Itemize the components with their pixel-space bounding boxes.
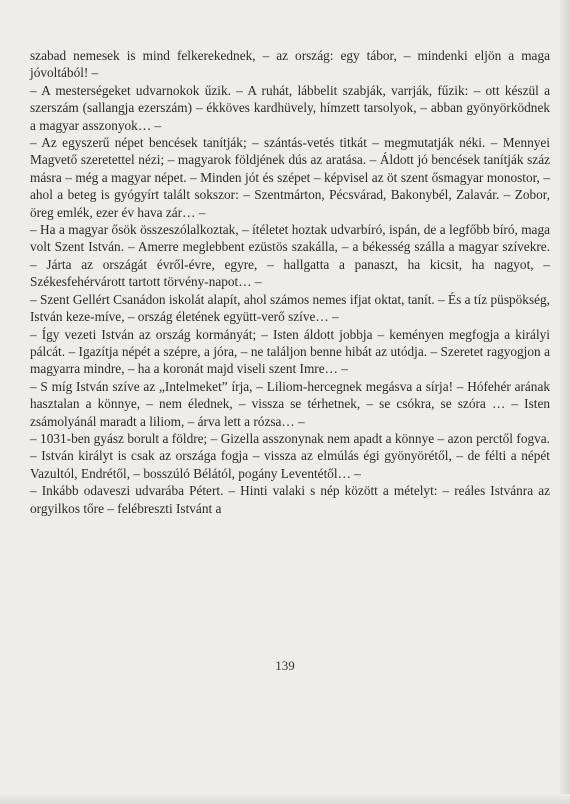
paragraph: – Ha a magyar ősök összeszólalkoztak, – ítéletet hoztak udvarbíró, ispán, de a legfőbb bíró, maga volt Szent István. – Amerre meglebbent ezüstös szakálla, – a békesség szálla a magyar szívekre. – Járta az országát évről-évre, egyre, – hallgatta a panaszt, ha kicsit, ha nagyot, – Székesfehérvárott tartott törvény-napot… –	[30, 222, 550, 290]
paragraph: – A mesterségeket udvarnokok űzik. – A ruhát, lábbelit szabják, varrják, fűzik: – ott készül a szerszám (sallangja ezerszám) – ékköves kardhüvely, hímzett tarsolyok, – abban gyönyörködnek a magyar asszonyok… –	[30, 82, 550, 133]
body-text	[30, 47, 550, 517]
paragraph: – Az egyszerű népet bencések tanítják; – szántás-vetés titkát – megmutatják néki. – Mennyei Magvető szeretettel nézi; – magyarok földjének dús az aratása. – Áldott jó bencések tanítják száz másra – még a magyar népet. – Minden jót és szépet – képvisel az öt szent ősmagyar monostor, – ahol a beteg is gyógyírt talált sokszor: – Szentmárton, Pécsvárad, Bakonybél, Zalavár. – Zobor, öreg emlék, ezer év hava zár… –	[30, 135, 550, 220]
paragraph: – Szent Gellért Csanádon iskolát alapít, ahol számos nemes ifjat oktat, tanít. – És a tíz püspökség, István keze-míve, – ország életének együtt-verő szíve… –	[30, 291, 550, 325]
page-bottom-shadow	[0, 794, 570, 804]
page-number: 139	[275, 658, 295, 673]
paragraph: – Inkább odaveszi udvarába Pétert. – Hinti valaki s nép között a mételyt: – reáles Istvánra az orgyilkos tőre – felébreszti Istvánt a	[30, 483, 550, 516]
page-edge-shadow	[560, 0, 570, 804]
paragraph: – Így vezeti István az ország kormányát; – Isten áldott jobbja – keményen megfogja a királyi pálcát. – Igazítja népét a szépre, a jóra, – ne találjon benne hibát az utódja. – Szeretet ragyogjon a magyarra mindre, – ha a koronát majd viseli szent Imre… –	[30, 326, 550, 377]
paragraph: szabad nemesek is mind felkerekednek, – az ország: egy tábor, – mindenki eljön a maga jóvoltából! –	[30, 48, 550, 81]
paragraph: – 1031-ben gyász borult a földre; – Gizella asszonynak nem apadt a könnye – azon perctől fogva. – István királyt is csak az országa fogja – vissza az elmúlás égi gyönyörétől, – de félti a népét Vazultól, Endrétől, – bosszúló Bélától, pogány Leventétől… –	[30, 430, 550, 481]
paragraph: – S míg István szíve az „Intelmeket” írja, – Liliom-hercegnek megásva a sírja! – Hófehér arának hasztalan a könnye, – nem élednek, – vissza se térhetnek, – se csókra, se szóra … – Isten zsámolyánál maradt a liliom, – árva lett a rózsa… –	[30, 378, 550, 429]
